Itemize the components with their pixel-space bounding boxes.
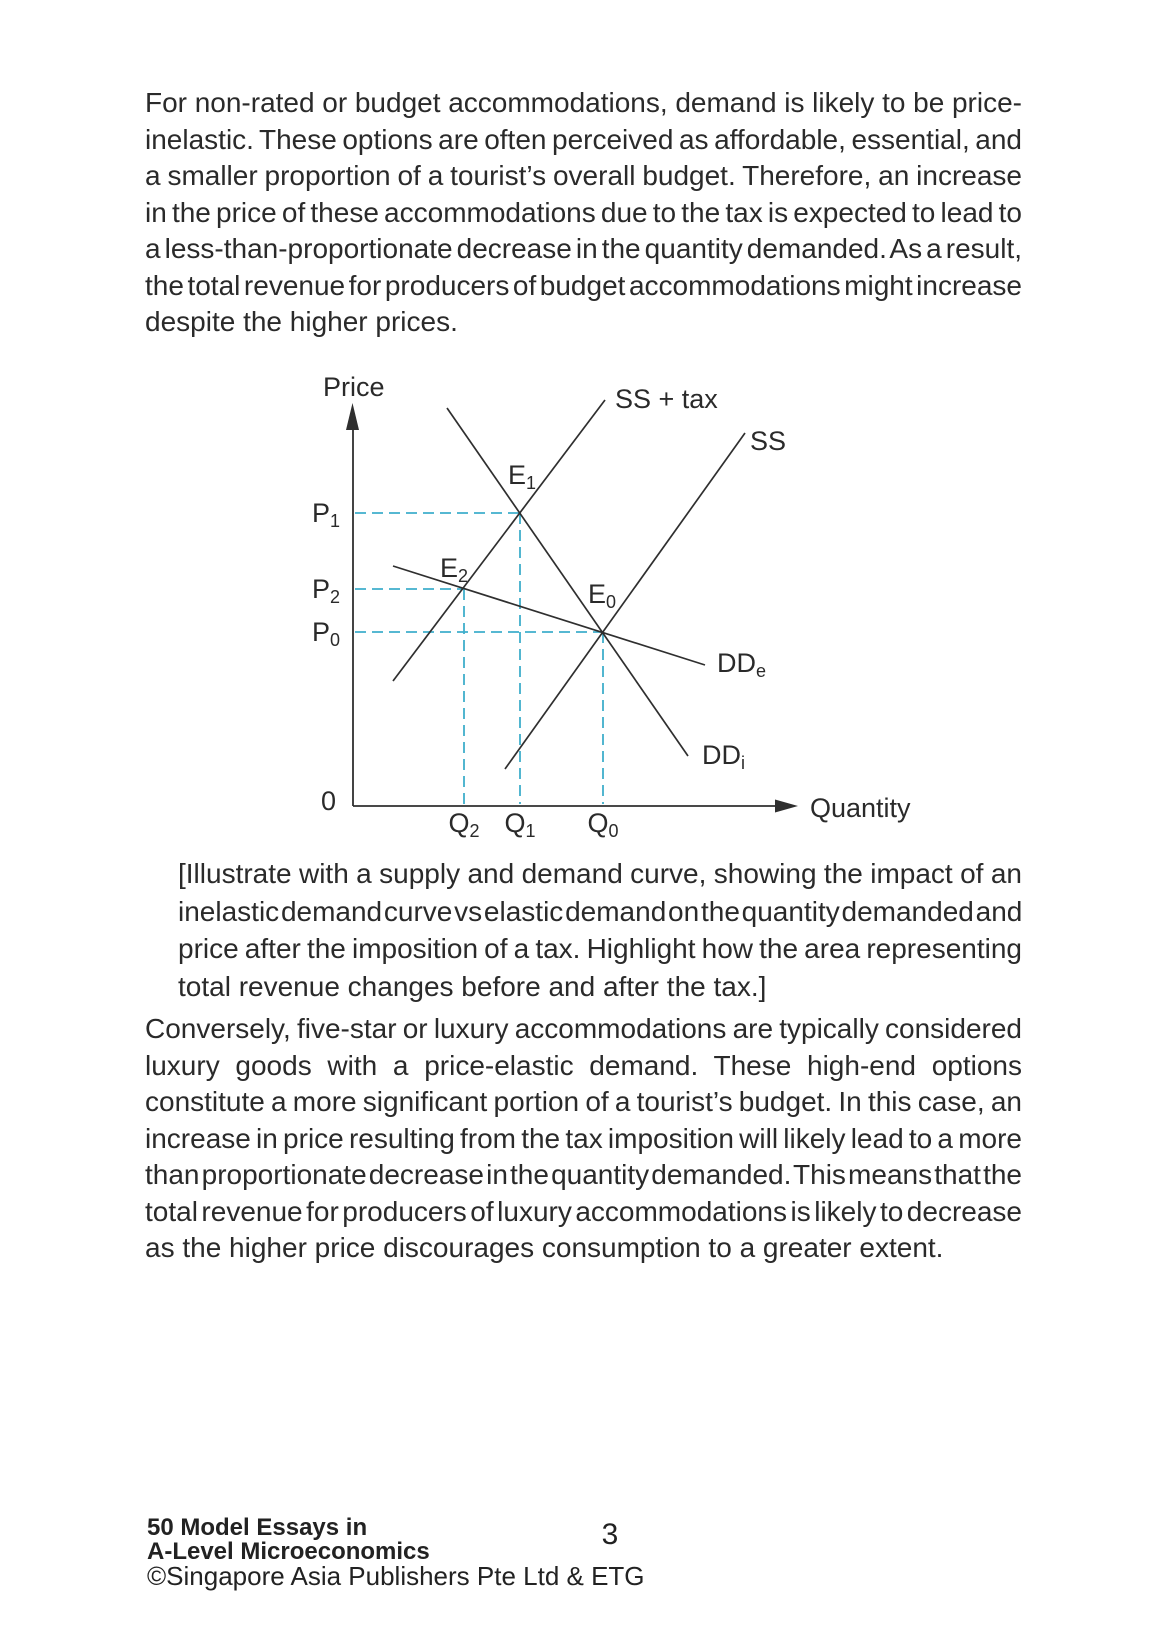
footer-book-title-line2: A-Level Microeconomics xyxy=(147,1537,430,1565)
note-line: price after the imposition of a tax. Highlight how the area representing xyxy=(178,933,1022,965)
supply-demand-diagram xyxy=(280,350,930,850)
ss-curve xyxy=(505,433,745,769)
footer-book-title-line1: 50 Model Essays in xyxy=(147,1514,368,1541)
curves xyxy=(393,400,745,769)
point-e2-label: E2 xyxy=(440,553,469,586)
point-e1-label: E1 xyxy=(508,460,537,493)
quantity-q1-label: Q1 xyxy=(504,808,536,841)
x-axis-arrow-icon xyxy=(775,800,798,813)
ss-plus-tax-label: SS + tax xyxy=(615,384,718,414)
paragraph-line: For non-rated or budget accommodations, demand is likely to be price- xyxy=(145,87,1022,118)
quantity-q0-label: Q0 xyxy=(587,808,619,841)
paragraph-line: in the price of these accommodations due to the tax is expected to lead to xyxy=(145,196,1022,228)
dd-elastic-label: DDe xyxy=(717,648,767,681)
paragraph-line: inelastic. These options are often perceived as affordable, essential, and xyxy=(145,123,1022,155)
price-p0-label: P0 xyxy=(311,617,340,650)
paragraph-line: Conversely, five-star or luxury accommodations are typically considered xyxy=(145,1013,1022,1044)
dashed-guides xyxy=(355,513,603,804)
page-number: 3 xyxy=(601,1518,619,1551)
y-axis-arrow-icon xyxy=(346,403,359,430)
paragraph-line: the total revenue for producers of budget accommodations might increase xyxy=(145,269,1022,301)
y-axis-label: Price xyxy=(323,372,385,402)
point-e0-label: E0 xyxy=(588,579,617,612)
paragraph-line: a less-than-proportionate decrease in the quantity demanded. As a result, xyxy=(145,233,1022,264)
paragraph-line: as the higher price discourages consumption to a greater extent. xyxy=(145,1232,944,1263)
paragraph-line: a smaller proportion of a tourist’s overall budget. Therefore, an increase xyxy=(145,160,1022,191)
quantity-q2-label: Q2 xyxy=(448,808,480,841)
paragraph-line: luxury goods with a price-elastic demand. These high-end options xyxy=(145,1049,1022,1081)
paragraph-line: than proportionate decrease in the quantity demanded. This means that the xyxy=(145,1159,1022,1190)
paragraph-line: despite the higher prices. xyxy=(145,306,458,337)
origin-label: 0 xyxy=(320,786,336,816)
paragraph-luxury-accommodations xyxy=(145,1011,1022,1267)
footer-book-title xyxy=(147,1516,430,1563)
dd-inelastic-curve xyxy=(447,408,688,756)
price-p2-label: P2 xyxy=(311,574,340,607)
price-p1-label: P1 xyxy=(311,498,340,531)
dd-inelastic-label: DDi xyxy=(702,740,745,773)
paragraph-line: total revenue for producers of luxury accommodations is likely to decrease xyxy=(145,1195,1022,1227)
paragraph-budget-accommodations xyxy=(145,85,1022,341)
note-line: total revenue changes before and after the tax.] xyxy=(178,971,767,1003)
x-axis-label: Quantity xyxy=(810,793,911,823)
ss-label: SS xyxy=(750,426,787,456)
paragraph-line: increase in price resulting from the tax imposition will likely lead to a more xyxy=(145,1122,1022,1154)
footer-copyright: ©Singapore Asia Publishers Pte Ltd & ETG xyxy=(147,1561,645,1591)
note-line: [Illustrate with a supply and demand curve, showing the impact of an xyxy=(178,858,1022,889)
illustration-note xyxy=(178,855,1022,1006)
paragraph-line: constitute a more significant portion of a tourist’s budget. In this case, an xyxy=(145,1086,1022,1117)
ss-plus-tax-curve xyxy=(393,400,605,681)
note-line: inelastic demand curve vs elastic demand on the quantity demanded and xyxy=(178,895,1022,927)
